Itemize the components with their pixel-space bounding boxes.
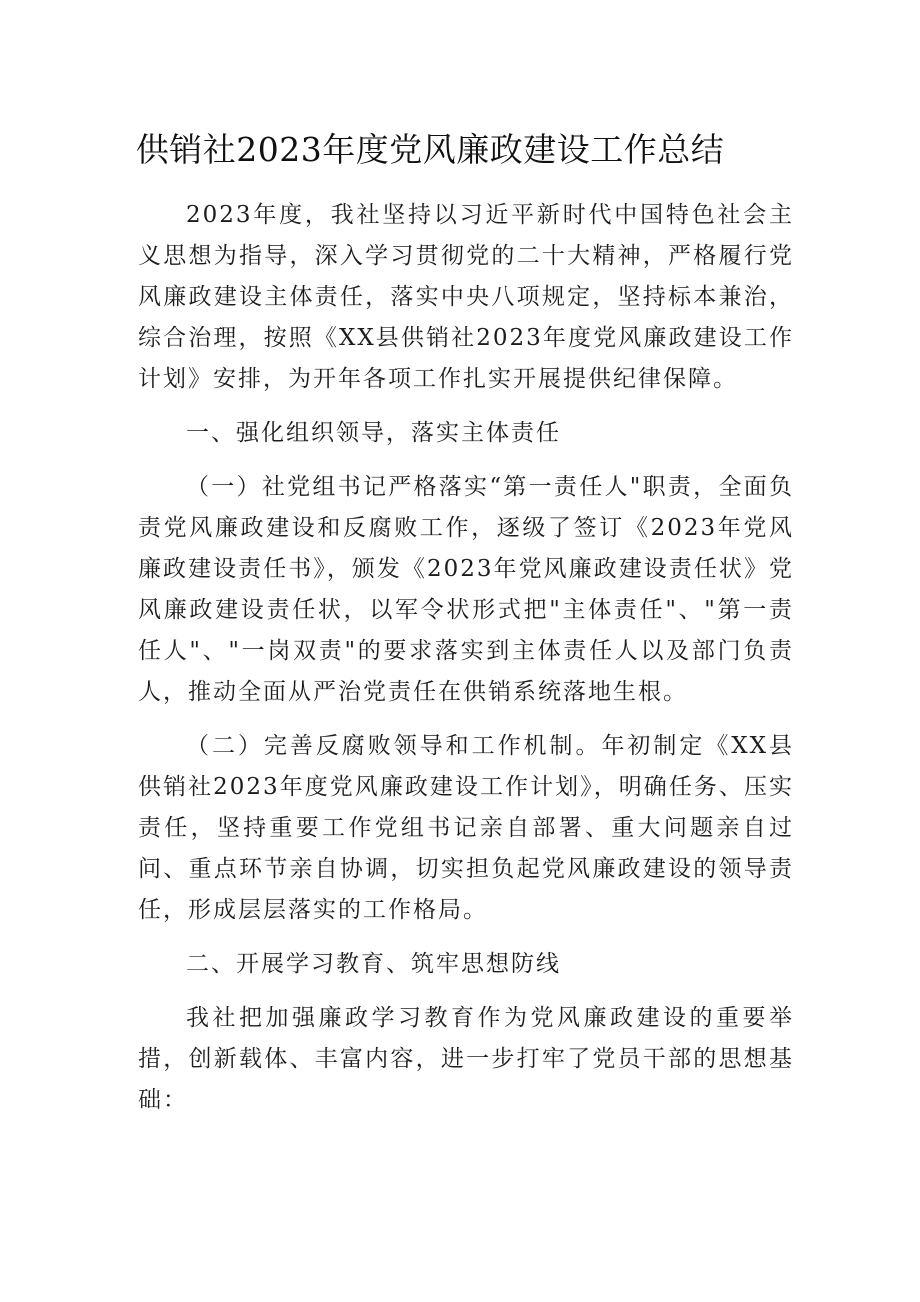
document-body <box>138 195 794 1134</box>
document-title: 供销社2023年度党风廉政建设工作总结 <box>135 130 725 169</box>
section-heading-1: 一、强化组织领导，落实主体责任 <box>186 420 561 446</box>
section-2-paragraph: 我社把加强廉政学习教育作为党风廉政建设的重要举措，创新载体、丰富内容，进一步打牢了党员干部的思想基础： <box>138 1005 794 1113</box>
subsection-paragraph-2: （二）完善反腐败领导和工作机制。年初制定《XX县供销社2023年度党风廉政建设工作计划》，明确任务、压实责任，坚持重要工作党组书记亲自部署、重大问题亲自过问、重点环节亲自协调，切实担负起党风廉政建设的领导责任，形成层层落实的工作格局。 <box>138 733 794 923</box>
subsection-paragraph-1: （一）社党组书记严格落实“第一责任人"职责，全面负责党风廉政建设和反腐败工作，逐级了签订《2023年党风廉政建设责任书》，颁发《2023年党风廉政建设责任状》党风廉政建设责任状，以军令状形式把"主体责任"、"第一责任人"、"一岗双责"的要求落实到主体责任人以及部门负责人，推动全面从严治党责任在供销系统落地生根。 <box>138 474 794 705</box>
section-heading-2: 二、开展学习教育、筑牢思想防线 <box>186 951 561 977</box>
intro-paragraph: 2023年度，我社坚持以习近平新时代中国特色社会主义思想为指导，深入学习贯彻党的二十大精神，严格履行党风廉政建设主体责任，落实中央八项规定，坚持标本兼治，综合治理，按照《XX县供销社2023年度党风廉政建设工作计划》安排，为开年各项工作扎实开展提供纪律保障。 <box>138 202 794 392</box>
